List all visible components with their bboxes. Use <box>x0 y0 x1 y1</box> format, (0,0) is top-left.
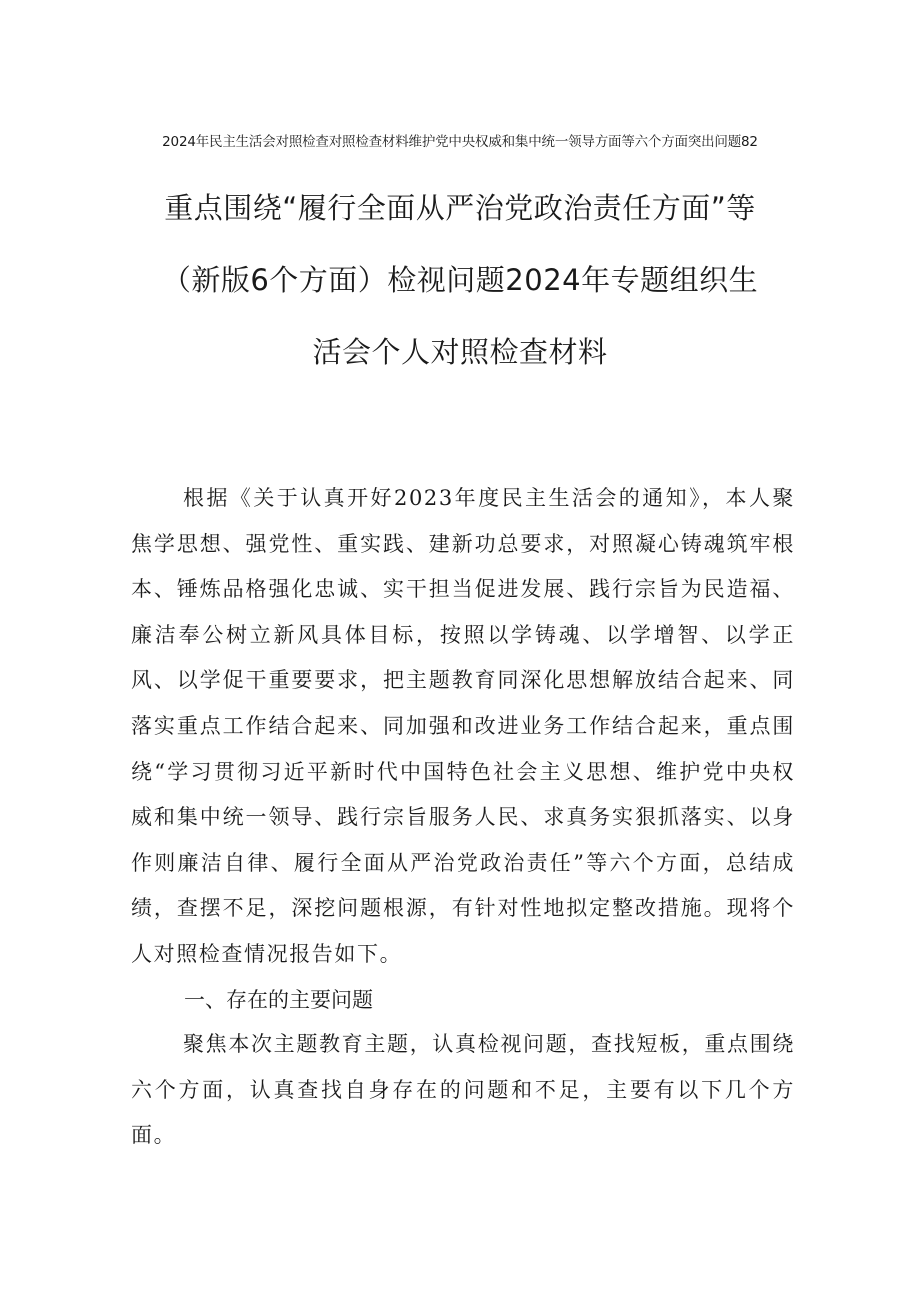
title-line-2: （新版6个方面）检视问题2024年专题组织生 <box>161 263 759 297</box>
title-line-1: 重点围绕“履行全面从严治党政治责任方面”等 <box>164 191 756 225</box>
document-title <box>100 172 820 388</box>
section-heading-main-problems: 一、存在的主要问题 <box>184 988 373 1012</box>
title-line-3: 活会个人对照检查材料 <box>312 335 608 369</box>
section-paragraph: 聚焦本次主题教育主题，认真检视问题，查找短板，重点围绕六个方面，认真查找自身存在的问题和不足，主要有以下几个方面。 <box>131 1032 795 1148</box>
document-header: 2024年民主生活会对照检查对照检查材料维护党中央权威和集中统一领导方面等六个方面突出问题82 <box>162 134 758 150</box>
intro-paragraph: 根据《关于认真开好2023年度民主生活会的通知》，本人聚焦学思想、强党性、重实践、建新功总要求，对照凝心铸魂筑牢根本、锤炼品格强化忠诚、实干担当促进发展、践行宗旨为民造福、廉洁奉公树立新风具体目标，按照以学铸魂、以学增智、以学正风、以学促干重要要求，把主题教育同深化思想解放结合起来、同落实重点工作结合起来、同加强和改进业务工作结合起来，重点围绕“学习贯彻习近平新时代中国特色社会主义思想、维护党中央权威和集中统一领导、践行宗旨服务人民、求真务实狠抓落实、以身作则廉洁自律、履行全面从严治党政治责任”等六个方面，总结成绩，查摆不足，深挖问题根源，有针对性地拟定整改措施。现将个人对照检查情况报告如下。 <box>131 486 795 966</box>
